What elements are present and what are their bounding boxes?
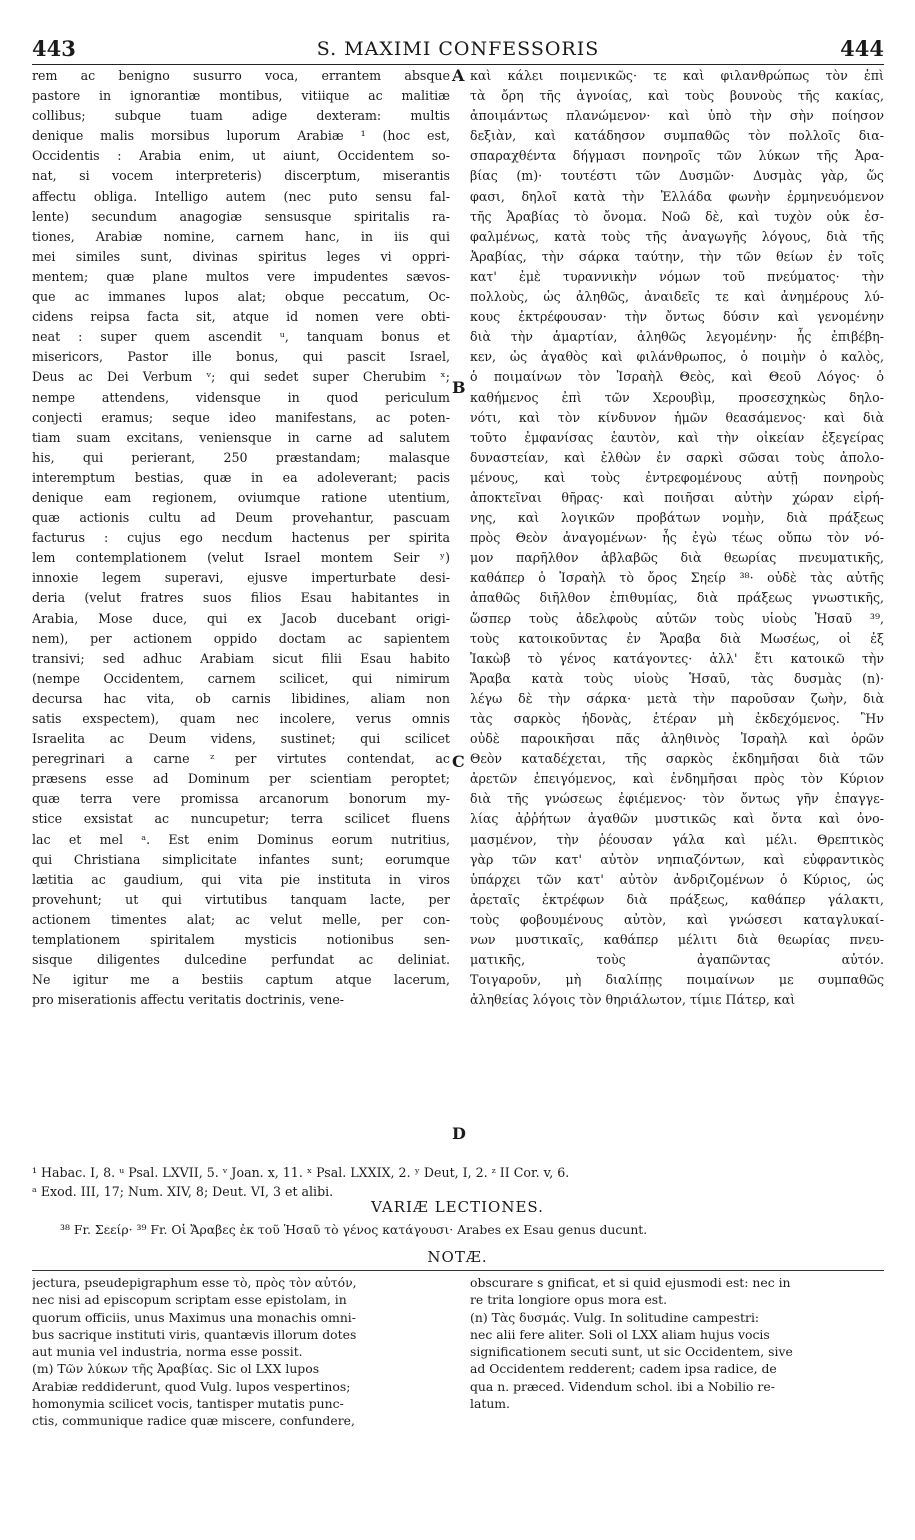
- greek-text-line: κους ἐκτρέφουσαν· τὴν ὄντως δύσιν καὶ γενομένην: [470, 309, 884, 325]
- greek-text-line: τὰ ὄρη τῆς ἀγνοίας, καὶ τοὺς βουνοὺς τῆς κακίας,: [470, 88, 884, 104]
- greek-column: [470, 66, 884, 1010]
- notes-right-column: [470, 1274, 884, 1412]
- greek-text-line: μασμένον, τὴν ῥέουσαν γάλα καὶ μέλι. Θρεπτικὸς: [470, 831, 884, 847]
- latin-text-line: innoxie legem superavi, ejusve imperturbate desi-: [32, 570, 450, 586]
- latin-text-line: tiam suam excitans, veniensque in carne ad salutem: [32, 429, 450, 445]
- greek-text-line: ἀποιμάντως πλανώμενον· καὶ ὑπὸ τὴν σὴν ποίησον: [470, 108, 884, 124]
- greek-text-line: γὰρ τῶν κατ' αὐτὸν νηπιαζόντων, καὶ εὐφραντικὸς: [470, 851, 884, 867]
- latin-text-line: transivi; sed adhuc Arabiam sicut filii Esau habito: [32, 650, 450, 666]
- latin-text-line: Deus ac Dei Verbum ᵛ; qui sedet super Cherubim ˣ;: [32, 369, 450, 385]
- greek-text-line: τῆς Ἀραβίας τὸ ὄνομα. Νοῶ δὲ, καὶ τυχὸν οὐκ ἐσ-: [470, 208, 884, 224]
- note-line: ad Occidentem redderent; cadem ipsa radice, de: [470, 1361, 777, 1377]
- variae-lectiones-text: ³⁸ Fr. Σεείρ· ³⁹ Fr. Οἱ Ἄραβες ἐκ τοῦ Ἡσαῦ τὸ γένος κατάγουσι· Arabes ex Esau genus ducunt.: [60, 1222, 648, 1237]
- latin-text-line: cidens reipsa facta sit, atque id nomen vere obti-: [32, 309, 450, 325]
- latin-text-line: lac et mel ᵃ. Est enim Dominus eorum nutritius,: [32, 831, 450, 847]
- greek-text-line: καὶ κάλει ποιμενικῶς· τε καὶ φιλανθρώπως τὸν ἐπὶ: [470, 68, 884, 83]
- greek-text-line: διὰ τῆς γνώσεως ἐφιέμενος· τὸν ὄντως γῆν ἐπαγγε-: [470, 791, 884, 807]
- page-number-right: 444: [840, 36, 884, 61]
- latin-text-line: præsens esse ad Dominum per scientiam peroptet;: [32, 771, 450, 787]
- greek-text-line: Ἰακὼβ τὸ γένος κατάγοντες· ἀλλ' ἔτι κατοικῶ τὴν: [470, 650, 884, 666]
- latin-text-line: facturus : cujus ego necdum hactenus per spirita: [32, 530, 450, 546]
- greek-text-line: νης, καὶ λογικῶν προβάτων νομὴν, διὰ πράξεως: [470, 510, 884, 526]
- greek-text-line: φασι, δηλοῖ κατὰ τὴν Ἑλλάδα φωνὴν ἑρμηνευόμενον: [470, 188, 884, 204]
- latin-text-line: quæ terra vere promissa arcanorum bonorum my-: [32, 791, 450, 807]
- latin-text-line: pro miserationis affectu veritatis doctrinis, vene-: [32, 992, 345, 1008]
- latin-text-line: denique eam regionem, oviumque ratione utentium,: [32, 489, 450, 505]
- greek-text-line: νων μυστικαῖς, καθάπερ μέλιτι διὰ θεωρίας πνευ-: [470, 932, 884, 948]
- greek-text-line: ἀπαθῶς διῆλθον ἐπιθυμίας, διὰ πράξεως γνωστικῆς,: [470, 590, 884, 606]
- latin-text-line: sisque diligentes dulcedine perfundat ac deliniat.: [32, 952, 450, 968]
- latin-text-line: lente) secundum anagogiæ sensusque spiritalis ra-: [32, 208, 450, 224]
- greek-text-line: τοὺς φοβουμένους αὐτὸν, καὶ γνώσεσι καταγλυκαί-: [470, 911, 884, 927]
- greek-text-line: λέγω δὲ τὴν σάρκα· μετὰ τὴν παροῦσαν ζωὴν, διὰ: [470, 690, 884, 706]
- latin-text-line: his, qui perierant, 250 præstandam; malasque: [32, 449, 450, 465]
- greek-text-line: Τοιγαροῦν, μὴ διαλίπῃς ποιμαίνων με συμπαθῶς: [470, 972, 884, 988]
- margin-letter-a: A: [452, 66, 465, 85]
- latin-text-line: qui Christiana simplicitate infantes sunt; eorumque: [32, 851, 450, 867]
- notes-divider: [32, 1270, 884, 1271]
- note-line: nec nisi ad episcopum scriptam esse epistolam, in: [32, 1292, 347, 1308]
- greek-text-line: ἀρετῶν ἐπειγόμενος, καὶ ἐνδημῆσαι πρὸς τὸν Κύριον: [470, 771, 884, 787]
- latin-text-line: Ne igitur me a bestiis captum atque lacerum,: [32, 972, 450, 988]
- greek-text-line: σπαραχθέντα δήγμασι πονηροῖς τῶν λύκων τῆς Ἀρα-: [470, 148, 884, 164]
- running-title: S. MAXIMI CONFESSORIS: [316, 38, 600, 60]
- latin-text-line: mentem; quæ plane multos vere impudentes sævos-: [32, 268, 450, 284]
- latin-text-line: Israelita ac Deum videns, sustinet; qui scilicet: [32, 731, 450, 747]
- latin-text-line: denique malis morsibus luporum Arabiæ ¹ (hoc est,: [32, 128, 450, 144]
- footnote-line: ¹ Habac. I, 8. ᵘ Psal. LXVII, 5. ᵛ Joan. x, 11. ˣ Psal. LXXIX, 2. ʸ Deut, I, 2. ᶻ II Cor. v, 6.: [32, 1165, 570, 1180]
- greek-text-line: βίας (m)· τουτέστι τῶν Δυσμῶν· Δυσμὰς γὰρ, ὥς: [470, 168, 884, 184]
- latin-column: [32, 66, 450, 1010]
- greek-text-line: μένους, καὶ τοὺς ἐντρεφομένους αὐτῇ πονηροὺς: [470, 469, 884, 485]
- latin-text-line: misericors, Pastor ille bonus, qui pascit Israel,: [32, 349, 450, 365]
- latin-text-line: rem ac benigno susurro voca, errantem absque: [32, 68, 450, 83]
- greek-text-line: κατ' ἐμὲ τυραννικὴν νόμων τοῦ πνεύματος· τὴν: [470, 268, 884, 284]
- notae-title: NOTÆ.: [427, 1248, 488, 1266]
- greek-text-line: πολλοὺς, ὡς ἀληθῶς, ἀναιδεῖς τε καὶ ἀνημέρους λύ-: [470, 289, 884, 305]
- latin-text-line: peregrinari a carne ᶻ per virtutes contendat, ac: [32, 751, 450, 767]
- note-line: qua n. præced. Videndum schol. ibi a Nobilio re-: [470, 1378, 775, 1394]
- latin-text-line: mei similes sunt, divinas spiritus leges vi oppri-: [32, 248, 450, 264]
- greek-text-line: δεξιὰν, καὶ κατάδησον συμπαθῶς τὸν πολλοῖς δια-: [470, 128, 884, 144]
- latin-text-line: tiones, Arabiæ nomine, carnem hanc, in iis qui: [32, 228, 450, 244]
- latin-text-line: nat, si vocem interpreteris) discerptum, miserantis: [32, 168, 450, 184]
- greek-text-line: λίας ἀῤῥήτων ἀγαθῶν μυστικῶς καὶ ὄντα καὶ ὀνο-: [470, 811, 884, 827]
- margin-letter-d: D: [452, 1124, 466, 1143]
- note-line: obscurare s gnificat, et si quid ejusmodi est: nec in: [470, 1275, 791, 1290]
- note-line: (m) Τῶν λύκων τῆς Ἀραβίας. Sic ol LXX lupos: [32, 1361, 320, 1377]
- greek-text-line: Ἄραβα κατὰ τοὺς υἱοὺς Ἡσαῦ, τὰς δυσμὰς (n)·: [470, 670, 884, 686]
- greek-text-line: κεν, ὡς ἀγαθὸς καὶ φιλάνθρωπος, ὁ ποιμὴν ὁ καλὸς,: [470, 349, 884, 365]
- greek-text-line: ἀληθείας λόγοις τὸν θηριάλωτον, τίμιε Πάτερ, καὶ: [470, 992, 796, 1008]
- latin-text-line: conjecti eramus; seque ideo manifestans, ac poten-: [32, 409, 450, 425]
- greek-text-line: οὐδὲ παροικῆσαι πᾶς ἀληθινὸς Ἰσραὴλ καὶ ὁρῶν: [470, 731, 884, 747]
- note-line: (n) Τὰς δυσμάς. Vulg. In solitudine campestri:: [470, 1309, 760, 1325]
- note-line: re trita longiore opus mora est.: [470, 1292, 668, 1308]
- greek-text-line: ὥσπερ τοὺς ἀδελφοὺς αὐτῶν τοὺς υἱοὺς Ἡσαῦ ³⁹,: [470, 610, 884, 626]
- latin-text-line: deria (velut fratres suos filios Esau habitantes in: [32, 590, 450, 606]
- notes-left-column: [32, 1274, 450, 1430]
- latin-text-line: (nempe Occidentem, carnem scilicet, qui nimirum: [32, 670, 450, 686]
- latin-text-line: lætitia ac gaudium, qui vita pie instituta in viros: [32, 871, 450, 887]
- greek-text-line: διὰ τὴν ἁμαρτίαν, ἀληθῶς λεγομένην· ἧς ἐπιβέβη-: [470, 329, 884, 345]
- margin-letter-b: B: [452, 378, 466, 397]
- note-line: Arabiæ reddiderunt, quod Vulg. lupos vespertinos;: [32, 1378, 351, 1394]
- latin-text-line: actionem timentes alat; ac velut melle, per con-: [32, 911, 450, 927]
- greek-text-line: Ἀραβίας, τὴν σάρκα ταύτην, τὴν τῶν θείων ἐν τοῖς: [470, 248, 884, 264]
- greek-text-line: ὁ ποιμαίνων τὸν Ἰσραὴλ Θεὸς, καὶ Θεοῦ Λόγος· ὁ: [470, 369, 884, 385]
- latin-text-line: provehunt; ut qui virtutibus tanquam lacte, per: [32, 891, 450, 907]
- margin-letter-c: C: [452, 752, 465, 771]
- greek-text-line: τοὺς κατοικοῦντας ἐν Ἄραβα διὰ Μωσέως, οἱ ἐξ: [470, 630, 884, 646]
- latin-text-line: affectu obliga. Intelligo autem (nec puto sensu fal-: [32, 188, 450, 204]
- page-number-left: 443: [32, 36, 76, 61]
- latin-text-line: quæ actionis cultu ad Deum provehantur, pascuam: [32, 510, 450, 526]
- note-line: bus sacrique instituti viris, quantævis illorum dotes: [32, 1326, 357, 1342]
- latin-text-line: nempe attendens, vidensque in quod periculum: [32, 389, 450, 405]
- latin-text-line: Occidentis : Arabia enim, ut aiunt, Occidentem so-: [32, 148, 450, 164]
- note-line: significationem secuti sunt, ut sic Occidentem, sive: [470, 1344, 793, 1360]
- greek-text-line: Θεὸν καταδέχεται, τῆς σαρκὸς ἐκδημῆσαι διὰ τῶν: [470, 751, 884, 767]
- latin-text-line: decursa hac vita, ob carnis libidines, aliam non: [32, 690, 450, 706]
- greek-text-line: πρὸς Θεὸν ἀναγομένων· ἧς ἐγὼ τέως οὔπω τὸν νό-: [470, 530, 884, 546]
- greek-text-line: νότι, καὶ τὸν κίνδυνον ἡμῶν θεασάμενος· καὶ διὰ: [470, 409, 884, 425]
- greek-text-line: ἀποκτεῖναι θῆρας· καὶ ποιῆσαι αὐτὴν χώραν εἰρή-: [470, 489, 884, 505]
- greek-text-line: φαλμένως, κατὰ τοὺς τῆς ἀναγωγῆς λόγους, διὰ τῆς: [470, 228, 884, 244]
- latin-text-line: stice exsistat ac nuncupetur; terra scilicet fluens: [32, 811, 450, 827]
- note-line: quorum officiis, unus Maximus una monachis omni-: [32, 1309, 356, 1325]
- latin-text-line: interemptum bestias, quæ in ea adoleverant; pacis: [32, 469, 450, 485]
- footnote-line: ᵃ Exod. III, 17; Num. XIV, 8; Deut. VI, 3 et alibi.: [32, 1184, 334, 1199]
- latin-text-line: Arabia, Mose duce, qui ex Jacob ducebant origi-: [32, 610, 450, 626]
- greek-text-line: μον παρῆλθον ἀβλαβῶς διὰ θεωρίας πνευματικῆς,: [470, 550, 884, 566]
- latin-text-line: neat : super quem ascendit ᵘ, tanquam bonus et: [32, 329, 450, 345]
- footnotes: [32, 1163, 884, 1201]
- note-line: homonymia scilicet vocis, tantisper mutatis punc-: [32, 1396, 344, 1412]
- latin-text-line: satis exspectem), quam nec incolere, verus omnis: [32, 711, 450, 726]
- greek-text-line: καθήμενος ἐπὶ τῶν Χερουβὶμ, προσεσχηκὼς δηλο-: [470, 389, 884, 405]
- greek-text-line: ματικῆς, τοὺς ἀγαπῶντας αὐτόν.: [470, 952, 884, 968]
- note-line: nec alii fere aliter. Soli ol LXX aliam hujus vocis: [470, 1326, 770, 1342]
- latin-text-line: pastore in ignorantiæ montibus, vitiique ac malitiæ: [32, 88, 450, 104]
- variae-lectiones-title: VARIÆ LECTIONES.: [371, 1198, 544, 1216]
- note-line: ctis, communique radice quæ miscere, confundere,: [32, 1413, 355, 1429]
- page-header: [32, 34, 884, 65]
- greek-text-line: τοῦτο ἐμφανίσας ἑαυτὸν, καὶ τὴν οἰκείαν ἐξεγείρας: [470, 429, 884, 445]
- latin-text-line: nem), per actionem oppido doctam ac sapientem: [32, 630, 450, 646]
- greek-text-line: ὑπάρχει τῶν κατ' αὐτὸν ἀνδριζομένων ὁ Κύριος, ὡς: [470, 871, 884, 887]
- note-line: latum.: [470, 1396, 510, 1412]
- greek-text-line: τὰς σαρκὸς ἡδονὰς, ἑτέραν μὴ ἐκδεχόμενος. Ἣν: [470, 711, 884, 726]
- greek-text-line: καθάπερ ὁ Ἰσραὴλ τὸ ὄρος Σηείρ ³⁸· οὐδὲ τὰς αὐτῆς: [470, 570, 884, 586]
- note-line: jectura, pseudepigraphum esse τὸ, πρὸς τὸν αὐτόν,: [32, 1275, 357, 1290]
- greek-text-line: ἀρεταῖς ἐκτρέφων διὰ πράξεως, καθάπερ γάλακτι,: [470, 891, 884, 907]
- latin-text-line: lem contemplationem (velut Israel montem Seir ʸ): [32, 550, 450, 566]
- latin-text-line: que ac immanes lupos alat; obque peccatum, Oc-: [32, 289, 450, 305]
- note-line: aut munia vel industria, norma esse possit.: [32, 1344, 303, 1360]
- latin-text-line: templationem spiritalem mysticis notionibus sen-: [32, 932, 450, 948]
- latin-text-line: collibus; subque tuam adige dexteram: multis: [32, 108, 450, 124]
- greek-text-line: δυναστείαν, καὶ ἐλθὼν ἐν σαρκὶ σῶσαι τοὺς ἀπολο-: [470, 449, 884, 465]
